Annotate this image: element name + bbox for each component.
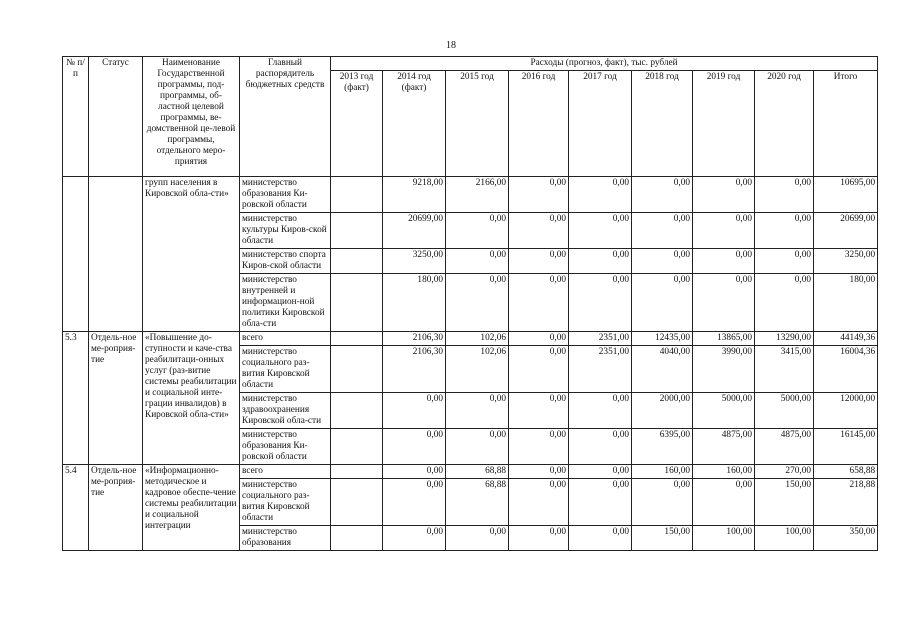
row-value-cell: 3250,00 [383, 249, 446, 274]
row-value-cell: 100,00 [693, 526, 755, 551]
header-num: № п/п [63, 57, 89, 177]
row-manager-cell: министерство культуры Киров-ской области [240, 213, 331, 249]
row-value-cell: 0,00 [569, 213, 632, 249]
header-year: 2013 год (факт) [331, 71, 383, 177]
header-manager: Главный распорядитель бюджетных средств [240, 57, 331, 177]
row-value-cell: 3990,00 [693, 346, 755, 393]
row-value-cell: 2106,30 [383, 346, 446, 393]
row-total-cell: 10695,00 [814, 177, 878, 213]
table-row [63, 177, 878, 213]
row-value-cell: 0,00 [509, 332, 569, 346]
row-value-cell: 0,00 [693, 213, 755, 249]
row-value-cell: 102,06 [446, 332, 509, 346]
row-num-cell [63, 177, 89, 332]
row-value-cell: 0,00 [509, 274, 569, 332]
row-value-cell: 2166,00 [446, 177, 509, 213]
row-value-cell [331, 332, 383, 346]
row-value-cell [331, 274, 383, 332]
row-value-cell: 13865,00 [693, 332, 755, 346]
row-status-cell: Отдель-ное ме-роприя-тие [89, 332, 143, 465]
row-status-cell [89, 177, 143, 332]
page-number: 18 [446, 40, 456, 51]
row-value-cell: 5000,00 [693, 393, 755, 429]
row-value-cell: 12435,00 [632, 332, 693, 346]
row-value-cell: 0,00 [383, 479, 446, 526]
row-num-cell: 5.3 [63, 332, 89, 465]
row-value-cell: 0,00 [569, 393, 632, 429]
row-value-cell: 0,00 [509, 465, 569, 479]
row-total-cell: 20699,00 [814, 213, 878, 249]
row-value-cell: 0,00 [755, 177, 814, 213]
row-value-cell [331, 213, 383, 249]
row-value-cell [331, 526, 383, 551]
row-value-cell [331, 465, 383, 479]
row-value-cell: 100,00 [755, 526, 814, 551]
row-value-cell: 0,00 [569, 526, 632, 551]
row-name-cell: групп населения в Кировской обла-сти» [143, 177, 240, 332]
row-total-cell: 180,00 [814, 274, 878, 332]
row-value-cell: 13290,00 [755, 332, 814, 346]
header-status: Статус [89, 57, 143, 177]
row-value-cell: 0,00 [755, 213, 814, 249]
row-value-cell: 0,00 [569, 249, 632, 274]
row-value-cell: 0,00 [632, 213, 693, 249]
table-header [63, 57, 878, 177]
row-value-cell: 0,00 [383, 465, 446, 479]
row-value-cell: 0,00 [509, 526, 569, 551]
row-value-cell: 0,00 [632, 274, 693, 332]
row-manager-cell: министерство образования Ки-ровской области [240, 429, 331, 465]
row-manager-cell: всего [240, 465, 331, 479]
header-name: Наименование Государственной программы, под-программы, об-ластной целевой программы, ве-домственной це-левой программы, отдельного меро-приятия [143, 57, 240, 177]
row-manager-cell: министерство здравоохранения Кировской обла-сти [240, 393, 331, 429]
row-value-cell: 0,00 [383, 526, 446, 551]
row-value-cell: 0,00 [446, 213, 509, 249]
row-value-cell: 0,00 [632, 479, 693, 526]
row-value-cell: 0,00 [509, 213, 569, 249]
header-expenses: Расходы (прогноз, факт), тыс. рублей [331, 57, 878, 71]
row-value-cell: 0,00 [693, 177, 755, 213]
row-total-cell: 16145,00 [814, 429, 878, 465]
header-year: 2019 год [693, 71, 755, 177]
row-value-cell: 2351,00 [569, 346, 632, 393]
header-year: 2016 год [509, 71, 569, 177]
row-value-cell [331, 429, 383, 465]
row-total-cell: 16004,36 [814, 346, 878, 393]
row-total-cell: 218,88 [814, 479, 878, 526]
row-total-cell: 12000,00 [814, 393, 878, 429]
row-name-cell: «Информационно-методическое и кадровое обеспе-чение системы реабилитации и социальной интеграции [143, 465, 240, 551]
row-value-cell: 68,88 [446, 465, 509, 479]
row-value-cell: 150,00 [632, 526, 693, 551]
row-manager-cell: министерство внутренней и информацион-ной политики Кировской обла-сти [240, 274, 331, 332]
row-value-cell: 3415,00 [755, 346, 814, 393]
row-value-cell: 9218,00 [383, 177, 446, 213]
row-value-cell: 150,00 [755, 479, 814, 526]
header-year: 2018 год [632, 71, 693, 177]
row-value-cell: 180,00 [383, 274, 446, 332]
row-value-cell: 0,00 [509, 393, 569, 429]
row-total-cell: 3250,00 [814, 249, 878, 274]
table-body [63, 177, 878, 551]
row-manager-cell: министерство спорта Киров-ской области [240, 249, 331, 274]
row-value-cell: 2351,00 [569, 332, 632, 346]
row-value-cell: 0,00 [755, 249, 814, 274]
header-year: 2015 год [446, 71, 509, 177]
row-total-cell: 658,88 [814, 465, 878, 479]
header-total: Итого [814, 71, 878, 177]
row-value-cell: 0,00 [632, 249, 693, 274]
row-value-cell: 0,00 [383, 393, 446, 429]
row-num-cell: 5.4 [63, 465, 89, 551]
row-value-cell: 20699,00 [383, 213, 446, 249]
row-value-cell: 0,00 [569, 465, 632, 479]
row-value-cell: 0,00 [509, 429, 569, 465]
row-value-cell: 5000,00 [755, 393, 814, 429]
row-total-cell: 44149,36 [814, 332, 878, 346]
row-value-cell: 0,00 [632, 177, 693, 213]
row-name-cell: «Повышение до-ступности и каче-ства реабилитаци-онных услуг (раз-витие системы реабилитации и социальной инте-грации инвалидов) в Кировской обла-сти» [143, 332, 240, 465]
row-value-cell: 0,00 [569, 177, 632, 213]
row-value-cell: 0,00 [755, 274, 814, 332]
row-status-cell: Отдель-ное ме-роприя-тие [89, 465, 143, 551]
row-value-cell: 2000,00 [632, 393, 693, 429]
row-value-cell: 0,00 [693, 249, 755, 274]
header-year: 2020 год [755, 71, 814, 177]
row-value-cell: 0,00 [446, 526, 509, 551]
row-value-cell: 0,00 [693, 274, 755, 332]
row-value-cell: 0,00 [446, 249, 509, 274]
row-value-cell: 102,06 [446, 346, 509, 393]
row-manager-cell: министерство социального раз-вития Кировской области [240, 479, 331, 526]
row-value-cell: 0,00 [446, 274, 509, 332]
row-value-cell [331, 346, 383, 393]
row-value-cell: 160,00 [693, 465, 755, 479]
row-manager-cell: всего [240, 332, 331, 346]
row-value-cell: 6395,00 [632, 429, 693, 465]
row-value-cell [331, 393, 383, 429]
row-value-cell: 0,00 [569, 274, 632, 332]
table-row [63, 465, 878, 479]
row-value-cell: 0,00 [446, 393, 509, 429]
row-total-cell: 350,00 [814, 526, 878, 551]
row-value-cell: 0,00 [569, 479, 632, 526]
table-row [63, 332, 878, 346]
row-value-cell: 4040,00 [632, 346, 693, 393]
row-value-cell: 160,00 [632, 465, 693, 479]
row-value-cell [331, 249, 383, 274]
budget-table [62, 56, 878, 551]
row-value-cell: 0,00 [509, 249, 569, 274]
row-value-cell: 68,88 [446, 479, 509, 526]
row-value-cell: 0,00 [509, 177, 569, 213]
row-value-cell: 0,00 [693, 479, 755, 526]
row-value-cell: 4875,00 [693, 429, 755, 465]
row-manager-cell: министерство образования [240, 526, 331, 551]
row-value-cell: 0,00 [569, 429, 632, 465]
row-value-cell [331, 177, 383, 213]
row-value-cell: 270,00 [755, 465, 814, 479]
row-value-cell: 4875,00 [755, 429, 814, 465]
row-value-cell: 0,00 [446, 429, 509, 465]
row-value-cell [331, 479, 383, 526]
row-value-cell: 0,00 [509, 479, 569, 526]
row-value-cell: 0,00 [509, 346, 569, 393]
header-year: 2014 год (факт) [383, 71, 446, 177]
header-year: 2017 год [569, 71, 632, 177]
row-manager-cell: министерство образования Ки-ровской области [240, 177, 331, 213]
row-value-cell: 0,00 [383, 429, 446, 465]
row-value-cell: 2106,30 [383, 332, 446, 346]
row-manager-cell: министерство социального раз-вития Кировской области [240, 346, 331, 393]
